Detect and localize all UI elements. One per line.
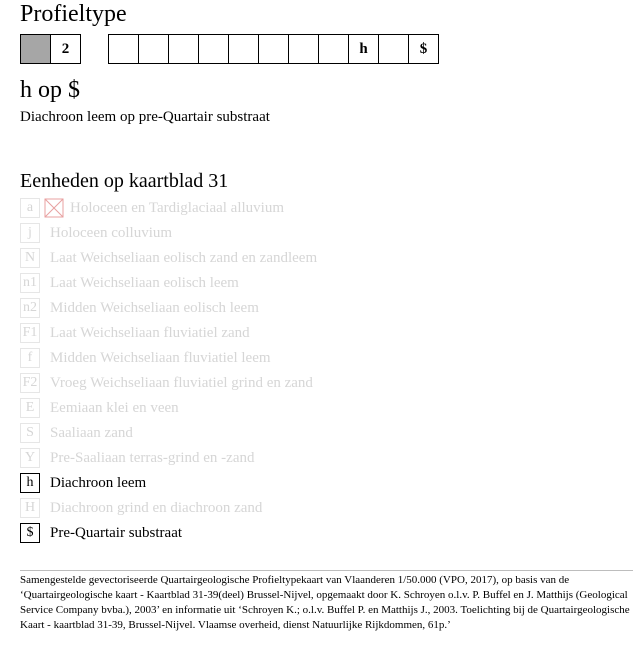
profile-cells-first	[20, 34, 81, 64]
profile-cell	[378, 34, 409, 64]
profile-cell	[20, 34, 51, 64]
profile-cell	[138, 34, 169, 64]
profile-cell	[198, 34, 229, 64]
legend-symbol: N	[20, 248, 40, 268]
legend-item	[20, 445, 317, 470]
profile-code: h op $	[20, 77, 80, 103]
legend-symbol: S	[20, 423, 40, 443]
legend-item	[20, 495, 317, 520]
legend-label: Saaliaan zand	[50, 424, 133, 441]
legend-item	[20, 270, 317, 295]
legend-label: Diachroon grind en diachroon zand	[50, 499, 263, 516]
profile-cells-second	[108, 34, 439, 64]
legend-symbol: Y	[20, 448, 40, 468]
legend-item	[20, 420, 317, 445]
profile-cell: $	[408, 34, 439, 64]
legend-label: Pre-Saaliaan terras-grind en -zand	[50, 449, 255, 466]
legend-label: Diachroon leem	[50, 474, 147, 491]
legend-label: Laat Weichseliaan fluviatiel zand	[50, 324, 250, 341]
legend-item	[20, 195, 317, 220]
legend-label: Holoceen colluvium	[50, 224, 173, 241]
legend-item	[20, 345, 317, 370]
legend-symbol: h	[20, 473, 40, 493]
profile-cell	[168, 34, 199, 64]
legend-item	[20, 370, 317, 395]
legend-label: Holoceen en Tardiglaciaal alluvium	[70, 199, 285, 216]
profile-cell	[288, 34, 319, 64]
legend-item	[20, 220, 317, 245]
legend-item	[20, 245, 317, 270]
legend-symbol: n2	[20, 298, 40, 318]
legend-item	[20, 470, 317, 495]
legend-label: Eemiaan klei en veen	[50, 399, 179, 416]
legend-symbol: f	[20, 348, 40, 368]
legend-symbol: H	[20, 498, 40, 518]
legend-symbol: a	[20, 198, 40, 218]
legend-item	[20, 395, 317, 420]
profile-cell: 2	[50, 34, 81, 64]
legend-label: Vroeg Weichseliaan fluviatiel grind en zand	[50, 374, 313, 391]
legend-symbol: n1	[20, 273, 40, 293]
legend-label: Pre-Quartair substraat	[50, 524, 183, 541]
legend-symbol: F2	[20, 373, 40, 393]
profile-description: Diachroon leem op pre-Quartair substraat	[20, 109, 270, 125]
profile-cell	[228, 34, 259, 64]
profile-cell	[318, 34, 349, 64]
legend-item	[20, 520, 317, 545]
legend-label: Laat Weichseliaan eolisch zand en zandleem	[50, 249, 318, 266]
profile-cell: h	[348, 34, 379, 64]
legend-symbol: j	[20, 223, 40, 243]
crossed-box-icon	[44, 198, 64, 218]
legend-item	[20, 295, 317, 320]
legend-label: Laat Weichseliaan eolisch leem	[50, 274, 239, 291]
units-heading: Eenheden op kaartblad 31	[20, 170, 229, 192]
legend-item	[20, 320, 317, 345]
profile-cell	[258, 34, 289, 64]
source-citation: Samengestelde gevectoriseerde Quartairgeologische Profieltypekaart van Vlaanderen 1/50.000 (VPO, 2017), op basis van de ‘Quartairgeologische kaart - Kaartblad 31-39(deel) Brussel-Nijvel, opgemaakt door K. Schroyen o.l.v. P. Buffel en J. Matthijs (Geological Service Company bvba.), 2003’ en informatie uit ‘Schroyen K.; o.l.v. Buffel P. en Matthijs J., 2003. Toelichting bij de Quartairgeologische Kaart - kaartblad 31-39, Brussel-Nijvel. Vlaamse overheid, dienst Natuurlijke Rijkdommen, 61p.’	[20, 574, 630, 631]
profile-cell	[108, 34, 139, 64]
legend-label: Midden Weichseliaan fluviatiel leem	[50, 349, 271, 366]
legend-symbol: $	[20, 523, 40, 543]
legend-list	[20, 195, 317, 545]
legend-label: Midden Weichseliaan eolisch leem	[50, 299, 259, 316]
legend-symbol: F1	[20, 323, 40, 343]
divider	[20, 570, 633, 571]
legend-symbol: E	[20, 398, 40, 418]
page-title: Profieltype	[20, 1, 127, 27]
